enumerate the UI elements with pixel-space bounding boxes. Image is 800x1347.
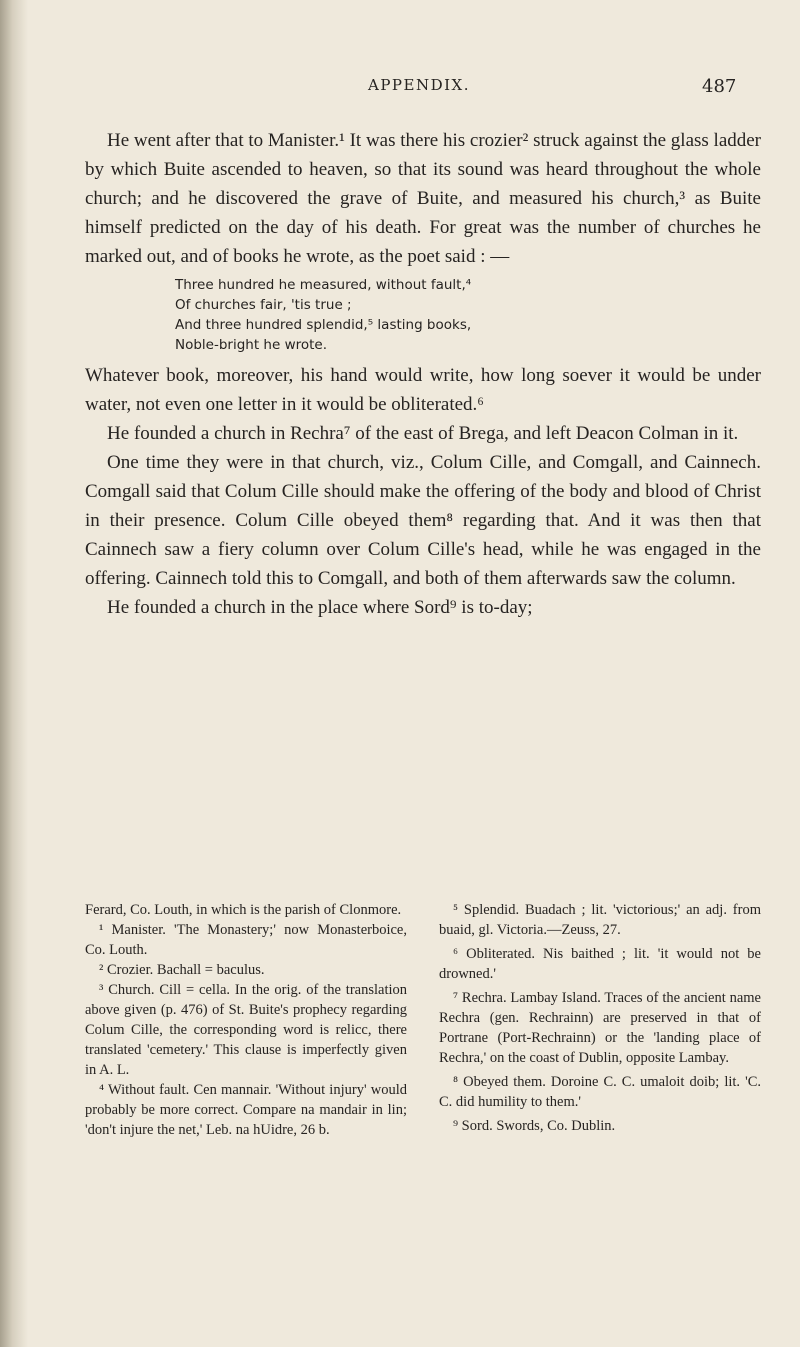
footnote-4: ⁴ Without fault. Cen mannair. 'Without injury' would probably be more correct. Compare na mandair in lin; 'don't injure the net,' Leb. na hUidre, 26 b. bbox=[85, 1082, 407, 1138]
footnote-5: ⁵ Splendid. Buadach ; lit. 'victorious;' an adj. from buaid, gl. Victoria.—Zeuss, 27. bbox=[439, 902, 761, 938]
footnote-9: ⁹ Sord. Swords, Co. Dublin. bbox=[453, 1118, 616, 1134]
footnote-continuation: Ferard, Co. Louth, in which is the parish of Clonmore. bbox=[85, 902, 402, 918]
footnote-3: ³ Church. Cill = cella. In the orig. of the translation above given (p. 476) of St. Buite's prophecy regarding Colum Cille, the corresponding word is relicc, there translated 'cemetery.' This clause is imperfectly given in A. L. bbox=[85, 982, 407, 1078]
verse-line: Noble-bright he wrote. bbox=[175, 337, 328, 353]
page-number: 487 bbox=[702, 76, 737, 97]
footnote-1: ¹ Manister. 'The Monastery;' now Monasterboice, Co. Louth. bbox=[85, 922, 407, 958]
main-text bbox=[85, 126, 761, 622]
paragraph-offering: One time they were in that church, viz., Colum Cille, and Comgall, and Cainnech. Comgall said that Colum Cille should make the offering of the body and blood of Christ in their presence. Colum Cille obeyed them⁸ regarding that. And it was then that Cainnech saw a fiery column over Colum Cille's head, while he was engaged in the offering. Cainnech told this to Comgall, and both of them afterwards saw the column. bbox=[85, 452, 761, 589]
running-head: APPENDIX. bbox=[368, 76, 470, 94]
footnotes-right-column bbox=[439, 900, 761, 1136]
footnote-2: ² Crozier. Bachall = baculus. bbox=[99, 962, 265, 978]
page-header bbox=[0, 76, 800, 106]
footnotes bbox=[85, 900, 761, 1300]
page-binding-edge bbox=[0, 0, 28, 1347]
paragraph-rechra: He founded a church in Rechra⁷ of the east of Brega, and left Deacon Colman in it. bbox=[107, 423, 739, 444]
verse-line: Of churches fair, 'tis true ; bbox=[175, 297, 352, 313]
verse-line: Three hundred he measured, without fault,⁴ bbox=[175, 277, 472, 293]
footnote-6: ⁶ Obliterated. Nis baithed ; lit. 'it would not be drowned.' bbox=[439, 946, 761, 982]
paragraph-books: Whatever book, moreover, his hand would write, how long soever it would be under water, not even one letter in it would be obliterated.⁶ bbox=[85, 365, 761, 415]
footnote-8: ⁸ Obeyed them. Doroine C. C. umaloit doib; lit. 'C. C. did humility to them.' bbox=[439, 1074, 761, 1110]
paragraph-manister: He went after that to Manister.¹ It was there his crozier² struck against the glass ladder by which Buite ascended to heaven, so that its sound was heard throughout the whole church; and he discovered the grave of Buite, and measured his church,³ as Buite himself predicted on the day of his death. For great was the number of churches he marked out, and of books he wrote, as the poet said : — bbox=[85, 130, 762, 267]
footnotes-left-column bbox=[85, 900, 407, 1140]
paragraph-sord: He founded a church in the place where Sord⁹ is to-day; bbox=[107, 597, 533, 618]
verse-quotation bbox=[175, 275, 761, 355]
footnote-7: ⁷ Rechra. Lambay Island. Traces of the ancient name Rechra (gen. Rechrainn) are preserved in that of Portrane (Port-Rechrainn) or the 'landing place of Rechra,' on the coast of Dublin, opposite Lambay. bbox=[439, 990, 761, 1066]
verse-line: And three hundred splendid,⁵ lasting books, bbox=[175, 317, 472, 333]
